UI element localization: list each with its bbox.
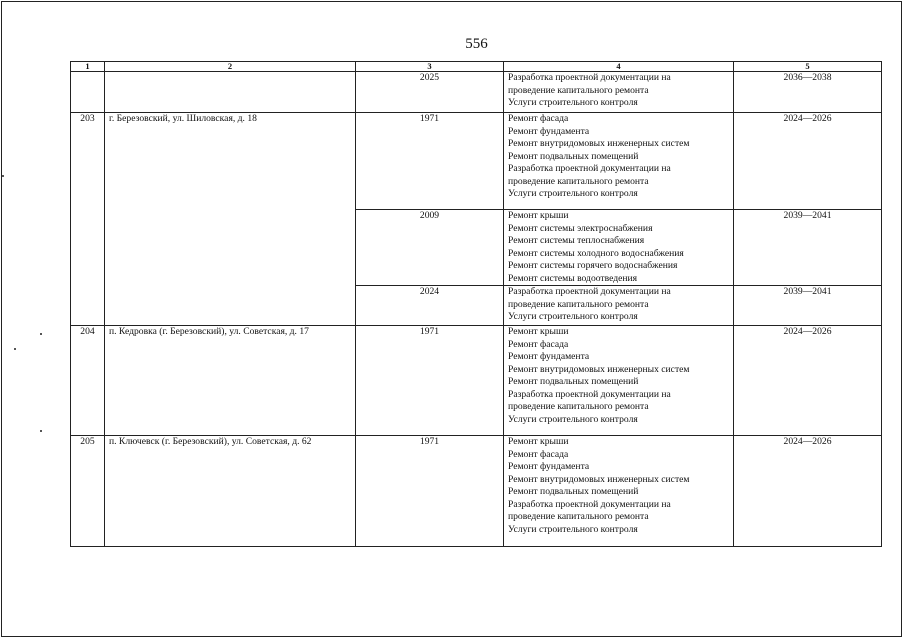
work-item: Ремонт подвальных помещений — [508, 486, 639, 497]
work-item: Услуги строительного контроля — [508, 311, 638, 322]
row-year: 2009 — [356, 210, 504, 286]
row-period: 2024—2026 — [734, 436, 882, 547]
work-item: Услуги строительного контроля — [508, 188, 638, 199]
row-address: п. Кедровка (г. Березовский), ул. Советская, д. 17 — [105, 326, 356, 436]
work-item: Услуги строительного контроля — [508, 523, 638, 535]
column-header: 4 — [504, 62, 734, 72]
work-item: Ремонт системы электроснабжения — [508, 222, 653, 234]
row-year: 2024 — [356, 286, 504, 326]
work-item: Ремонт фасада — [508, 338, 569, 350]
work-item: Разработка проектной документации на — [508, 72, 671, 83]
row-works — [504, 210, 734, 286]
work-item: Услуги строительного контроля — [508, 97, 638, 108]
work-item: проведение капитального ремонта — [508, 298, 649, 310]
column-header: 5 — [734, 62, 882, 72]
work-item: Услуги строительного контроля — [508, 413, 638, 425]
scan-mark — [40, 333, 42, 335]
table-row — [71, 113, 882, 210]
table-row — [71, 436, 882, 547]
row-number: 203 — [71, 113, 105, 326]
row-year: 2025 — [356, 72, 504, 113]
row-works — [504, 436, 734, 547]
work-item: Ремонт подвальных помещений — [508, 150, 639, 162]
work-item: Разработка проектной документации на — [508, 388, 671, 400]
work-item: Ремонт внутридомовых инженерных систем — [508, 138, 690, 149]
work-item: Разработка проектной документации на — [508, 163, 671, 174]
row-works — [504, 72, 734, 113]
register-table — [70, 61, 882, 547]
row-address: г. Березовский, ул. Шиловская, д. 18 — [105, 113, 356, 326]
work-item: Ремонт крыши — [508, 210, 569, 221]
work-item: Ремонт фасада — [508, 113, 569, 124]
work-item: проведение капитального ремонта — [508, 84, 649, 96]
scan-mark — [14, 348, 16, 350]
work-item: Ремонт фундамента — [508, 351, 590, 362]
page-number: 556 — [465, 36, 488, 52]
row-period: 2024—2026 — [734, 326, 882, 436]
work-item: Ремонт внутридомовых инженерных систем — [508, 473, 690, 485]
row-period: 2036—2038 — [734, 72, 882, 113]
row-works — [504, 113, 734, 210]
work-item: проведение капитального ремонта — [508, 175, 649, 187]
table-row — [71, 72, 882, 113]
work-item: проведение капитального ремонта — [508, 511, 649, 522]
work-item: проведение капитального ремонта — [508, 401, 649, 412]
row-year: 1971 — [356, 436, 504, 547]
work-item: Ремонт крыши — [508, 436, 569, 447]
header-row — [71, 62, 882, 72]
work-item: Ремонт системы теплоснабжения — [508, 235, 645, 246]
work-item: Ремонт системы водоотведения — [508, 272, 638, 284]
row-number: 204 — [71, 326, 105, 436]
row-works — [504, 326, 734, 436]
scan-mark — [2, 175, 4, 177]
row-period: 2039—2041 — [734, 210, 882, 286]
work-item: Ремонт подвальных помещений — [508, 376, 639, 387]
row-number — [71, 72, 105, 113]
table-row — [71, 326, 882, 436]
row-address — [105, 72, 356, 113]
column-header: 1 — [71, 62, 105, 72]
row-period: 2024—2026 — [734, 113, 882, 210]
row-period: 2039—2041 — [734, 286, 882, 326]
work-item: Разработка проектной документации на — [508, 286, 671, 297]
column-header: 2 — [105, 62, 356, 72]
row-address: п. Ключевск (г. Березовский), ул. Советская, д. 62 — [105, 436, 356, 547]
work-item: Ремонт фундамента — [508, 125, 590, 137]
work-item: Ремонт фасада — [508, 448, 569, 460]
row-year: 1971 — [356, 326, 504, 436]
row-number: 205 — [71, 436, 105, 547]
row-works — [504, 286, 734, 326]
row-year: 1971 — [356, 113, 504, 210]
work-item: Ремонт внутридомовых инженерных систем — [508, 363, 690, 375]
column-header: 3 — [356, 62, 504, 72]
work-item: Ремонт фундамента — [508, 461, 590, 472]
work-item: Ремонт системы горячего водоснабжения — [508, 260, 678, 271]
work-item: Ремонт крыши — [508, 326, 569, 337]
work-item: Ремонт системы холодного водоснабжения — [508, 247, 684, 259]
work-item: Разработка проектной документации на — [508, 498, 671, 510]
scan-mark — [40, 430, 42, 432]
